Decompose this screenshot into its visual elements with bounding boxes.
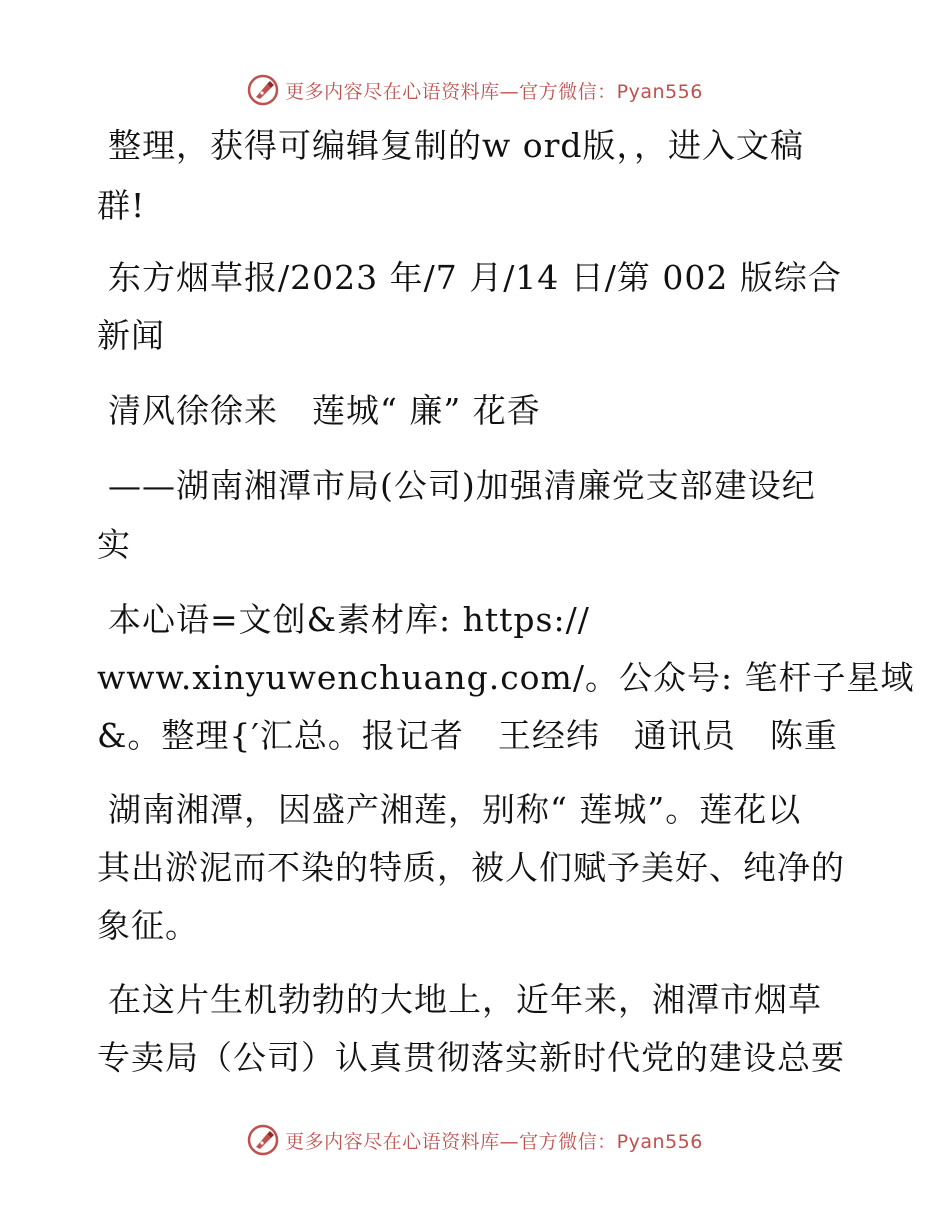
- source-line: 本心语=文创&素材库: https://: [108, 600, 590, 639]
- body-line: 整理，获得可编辑复制的w ord版，，进入文稿: [108, 126, 805, 165]
- pen-nib-logo-icon: [247, 1124, 279, 1156]
- header-banner-text: 更多内容尽在心语资料库—官方微信：Pyan556: [285, 80, 703, 103]
- body-line: 东方烟草报/2023 年/7 月/14 日/第 002 版综合: [108, 258, 842, 297]
- body-line: 新闻: [97, 316, 165, 355]
- body-line: 实: [97, 525, 131, 564]
- article-title: 清风徐徐来 莲城“ 廉” 花香: [108, 391, 541, 430]
- source-line: www.xinyuwenchuang.com/。公众号: 笔杆子星域: [97, 658, 915, 697]
- byline: &。整理{′汇总。报记者 王经纬 通讯员 陈重: [97, 716, 838, 755]
- footer-banner: [0, 1120, 950, 1160]
- pen-nib-logo-icon: [247, 74, 279, 106]
- paragraph-line: 在这片生机勃勃的大地上，近年来，湘潭市烟草: [108, 980, 822, 1019]
- paragraph-line: 专卖局（公司）认真贯彻落实新时代党的建设总要: [97, 1038, 845, 1077]
- article-subtitle: ——湖南湘潭市局(公司)加强清廉党支部建设纪: [108, 466, 816, 505]
- body-line: 群!: [97, 186, 146, 225]
- paragraph-line: 象征。: [97, 906, 199, 945]
- footer-banner-text: 更多内容尽在心语资料库—官方微信：Pyan556: [285, 1130, 703, 1153]
- header-banner: [0, 70, 950, 110]
- paragraph-line: 湖南湘潭，因盛产湘莲，别称“ 莲城”。莲花以: [108, 790, 802, 829]
- paragraph-line: 其出淤泥而不染的特质，被人们赋予美好、纯净的: [97, 848, 845, 887]
